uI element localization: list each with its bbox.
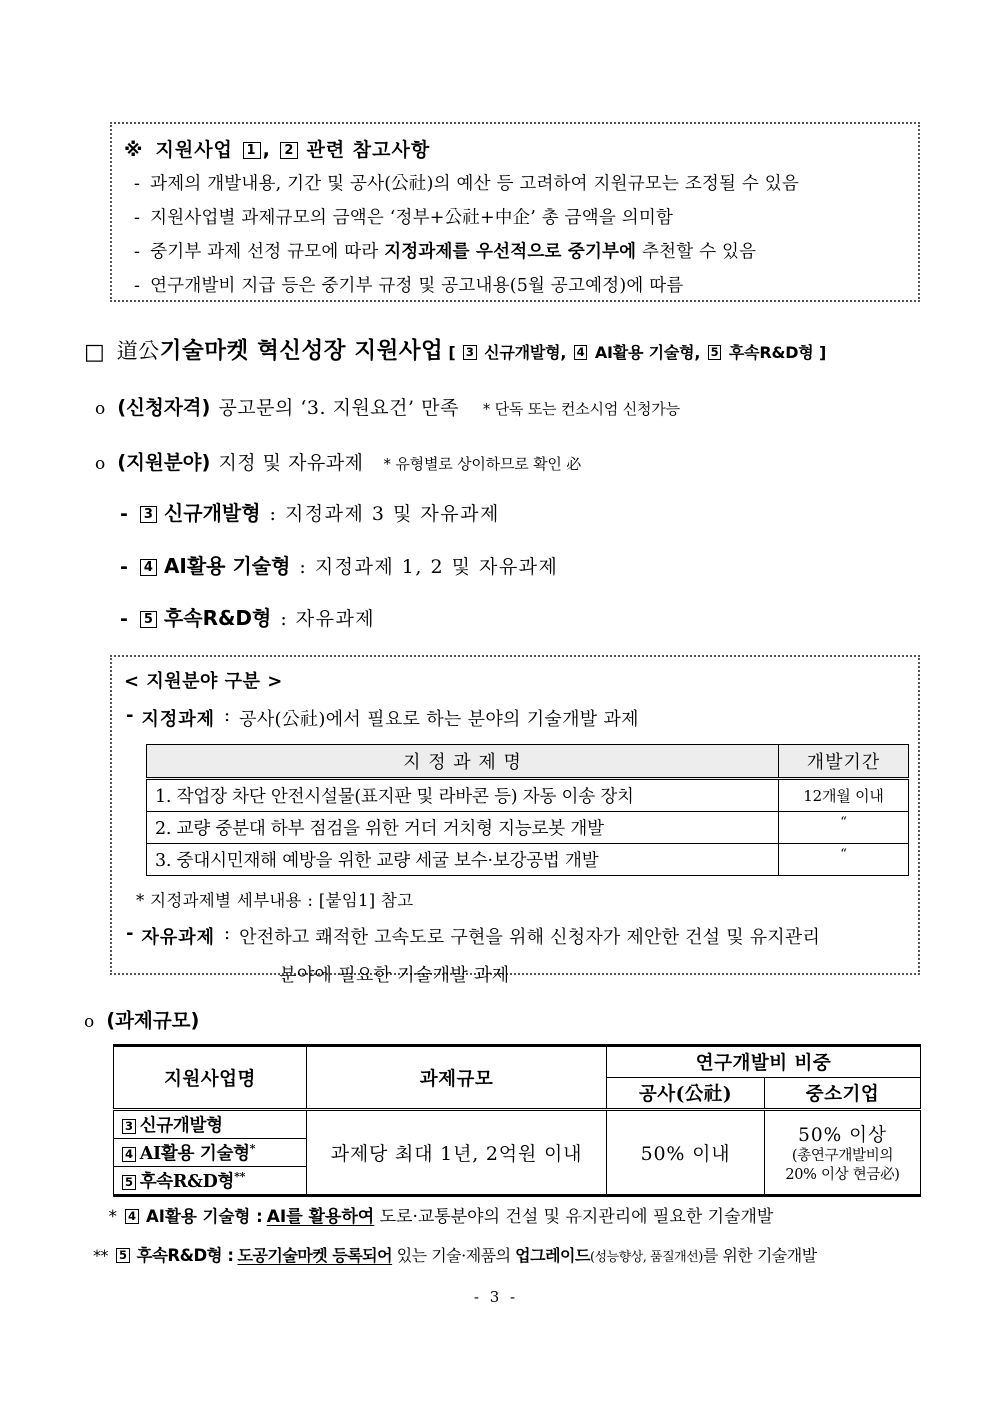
scale-heading: [84, 1005, 199, 1033]
note-item-text: [150, 242, 756, 264]
project-scale-table: [113, 1044, 921, 1197]
colon: :: [280, 608, 287, 630]
type-item-new-development: [120, 497, 500, 526]
dash-bullet: -: [126, 705, 134, 726]
free-task-text: [239, 923, 820, 987]
footnote-bold-text: 업그레이드: [515, 1246, 590, 1265]
section-title: 기술마켓 혁신성장 지원사업: [159, 338, 444, 364]
qualification-line: [95, 392, 680, 420]
footnote-underline-text: AI를 활용하여: [266, 1207, 375, 1227]
type-item-text: 자유과제: [295, 608, 376, 630]
type-item-ai-technology: [120, 550, 558, 579]
footnote-follow-up-rnd: [86, 1242, 817, 1266]
type-label: 후속R&D형: [728, 343, 814, 362]
sme-ratio-cell: [765, 1110, 921, 1196]
sme-ratio-main: 50% 이상: [798, 1124, 887, 1146]
task-name-cell: 3. 중대시민재해 예방을 위한 교량 세굴 보수·보강공법 개발: [147, 844, 779, 876]
sme-ratio-detail: (총연구개발비의: [791, 1147, 894, 1164]
bracket-open: [: [448, 343, 456, 362]
boxed-number-3: 3: [122, 1119, 136, 1134]
period-cell: 12개월 이내: [779, 779, 909, 812]
scale-value-cell: 과제당 최대 1년, 2억원 이내: [307, 1110, 607, 1196]
footnote-rest: 를 위한 기술개발: [702, 1246, 817, 1265]
field-classification-box: [110, 655, 920, 986]
note-item-text: 지원사업별 과제규모의 금액은 ‘정부+公社+中企’ 총 금액을 의미함: [150, 207, 674, 228]
program-label: AI활용 기술형: [139, 1144, 250, 1164]
designated-task-note: * 지정과제별 세부내용 : [붙임1] 참고: [136, 891, 414, 910]
note-title-comma: ,: [262, 139, 271, 161]
sme-ratio-detail: 20% 이상 현금必): [785, 1166, 900, 1183]
free-task-text-line1: 안전하고 쾌적한 고속도로 구현을 위해 신청자가 제안한 건설 및 유지관리: [239, 927, 821, 948]
note-item-text: 연구개발비 지급 등은 중기부 규정 및 공고내용(5월 공고예정)에 따름: [150, 275, 684, 296]
type-item-text: 지정과제 3 및 자유과제: [284, 503, 500, 525]
note-title-pre: 지원사업: [155, 139, 233, 161]
qualification-text: 공고문의 ‘3. 지원요건’ 만족: [218, 397, 459, 419]
column-header-scale: 과제규모: [307, 1046, 607, 1110]
note-title-post: 관련 참고사항: [306, 139, 431, 161]
dash-bullet: -: [120, 608, 128, 630]
boxed-number-5: 5: [140, 611, 157, 628]
note-item: [124, 208, 906, 230]
section-heading: [84, 333, 826, 365]
footnote-mid: 있는 기술·제품의: [392, 1246, 516, 1265]
reference-mark-icon: ※: [124, 139, 144, 161]
footnote-marker: **: [93, 1246, 108, 1265]
column-header-rnd-ratio: 연구개발비 비중: [607, 1046, 921, 1078]
column-header-sme: 중소기업: [765, 1078, 921, 1110]
program-cell: [114, 1139, 307, 1167]
note-item: [124, 276, 906, 298]
designated-task-label: 지정과제: [141, 709, 216, 730]
circle-bullet: o: [84, 1012, 95, 1032]
boxed-number-1: 1: [243, 142, 261, 159]
note-item-text-post: 추천할 수 있음: [636, 241, 757, 262]
dash-bullet: -: [120, 556, 128, 578]
section-type-list: [448, 343, 826, 362]
footnote-label: 후속R&D형 :: [136, 1246, 234, 1265]
footnote-ai-technology: [95, 1202, 773, 1227]
free-task-label: 자유과제: [141, 927, 216, 948]
boxed-number-3: 3: [140, 506, 157, 523]
colon: :: [224, 705, 231, 726]
free-task-line: [124, 923, 906, 987]
section-prefix: 道公: [116, 339, 160, 363]
table-row: [114, 1110, 921, 1139]
footnote-rest: 도로·교통분야의 건설 및 유지관리에 필요한 기술개발: [374, 1207, 774, 1227]
dash-bullet: -: [134, 207, 141, 228]
period-cell: “: [779, 844, 909, 876]
table-row: [147, 844, 909, 876]
boxed-number-4: 4: [122, 1147, 136, 1162]
footnote-label: AI활용 기술형 :: [146, 1207, 263, 1226]
type-item-text: 지정과제 1, 2 및 자유과제: [314, 556, 559, 578]
designated-task-line: [124, 705, 906, 731]
qualification-label: (신청자격): [117, 396, 211, 419]
program-label: 신규개발형: [139, 1116, 223, 1136]
circle-bullet: o: [95, 399, 106, 419]
qualification-note: * 단독 또는 컨소시엄 신청가능: [482, 400, 680, 418]
note-item-text-pre: 중기부 과제 선정 규모에 따라: [150, 241, 385, 262]
free-task-text-line2: 분야에 필요한 기술개발 과제: [279, 965, 510, 986]
scale-label: (과제규모): [106, 1009, 200, 1032]
colon: :: [299, 556, 306, 578]
boxed-number-5: 5: [708, 345, 722, 360]
bracket-close: ]: [818, 343, 827, 362]
note-item: [124, 174, 906, 196]
dash-bullet: -: [134, 174, 141, 194]
boxed-number-4: 4: [125, 1209, 139, 1224]
note-item-text-bold: 지정과제를 우선적으로 중기부에: [384, 241, 637, 262]
note-item: [124, 242, 906, 264]
footnote-marker: *: [108, 1207, 117, 1227]
note-item-text: 과제의 개발내용, 기간 및 공사(公社)의 예산 등 고려하여 지원규모는 조정될 수 있음: [150, 174, 799, 194]
task-name-cell: 1. 작업장 차단 안전시설물(표지판 및 라바콘 등) 자동 이송 장치: [147, 779, 779, 812]
boxed-number-4: 4: [574, 345, 588, 360]
period-cell: “: [779, 812, 909, 844]
type-item-follow-up-rnd: [120, 602, 375, 631]
dash-bullet: -: [134, 275, 141, 296]
fields-note: * 유형별로 상이하므로 확인 必: [383, 455, 582, 473]
dash-bullet: -: [120, 503, 128, 525]
fields-text: 지정 및 자유과제: [218, 452, 364, 474]
classification-box-title: < 지원분야 구분 >: [124, 671, 283, 692]
type-item-label: 후속R&D형: [163, 606, 272, 630]
circle-bullet: o: [95, 454, 106, 474]
dash-bullet: -: [126, 923, 134, 944]
program-label: 후속R&D형: [139, 1172, 235, 1192]
program-cell: [114, 1110, 307, 1139]
footnote-small-text: (성능향상, 품질개선): [589, 1250, 703, 1265]
boxed-number-3: 3: [463, 345, 477, 360]
fields-line: [95, 447, 581, 475]
column-header-corporation: 공사(公社): [607, 1078, 765, 1110]
corporation-ratio-cell: 50% 이내: [607, 1110, 765, 1196]
boxed-number-2: 2: [280, 142, 298, 159]
type-item-label: AI활용 기술형: [163, 554, 291, 578]
boxed-number-5: 5: [116, 1248, 130, 1263]
page-number: - 3 -: [473, 1288, 519, 1306]
type-label: 신규개발형,: [484, 343, 567, 362]
task-name-cell: 2. 교량 중분대 하부 점검을 위한 거더 거치형 지능로봇 개발: [147, 812, 779, 844]
type-item-label: 신규개발형: [163, 501, 261, 525]
colon: :: [269, 503, 276, 525]
table-row: [147, 812, 909, 844]
dash-bullet: -: [134, 241, 141, 262]
type-label: AI활용 기술형,: [594, 343, 701, 362]
designated-tasks-table: [146, 744, 909, 876]
reference-note-box: [110, 122, 920, 302]
fields-label: (지원분야): [117, 451, 211, 474]
colon: :: [224, 923, 231, 944]
boxed-number-4: 4: [140, 559, 157, 576]
boxed-number-5: 5: [122, 1175, 136, 1190]
table-row: [147, 779, 909, 812]
column-header-period: 개발기간: [779, 745, 909, 779]
footnote-underline-text: 도공기술마켓 등록되어: [237, 1246, 393, 1265]
table-header-row: [114, 1046, 921, 1078]
column-header-task-name: 지 정 과 제 명: [147, 745, 779, 779]
program-footnote-mark: **: [234, 1170, 246, 1184]
designated-task-text: 공사(公社)에서 필요로 하는 분야의 기술개발 과제: [239, 709, 639, 730]
note-title: [124, 135, 906, 162]
column-header-program: 지원사업명: [114, 1046, 307, 1110]
program-cell: [114, 1167, 307, 1196]
program-footnote-mark: *: [249, 1142, 256, 1156]
checkbox-icon: □: [84, 340, 105, 365]
table-header-row: [147, 745, 909, 779]
